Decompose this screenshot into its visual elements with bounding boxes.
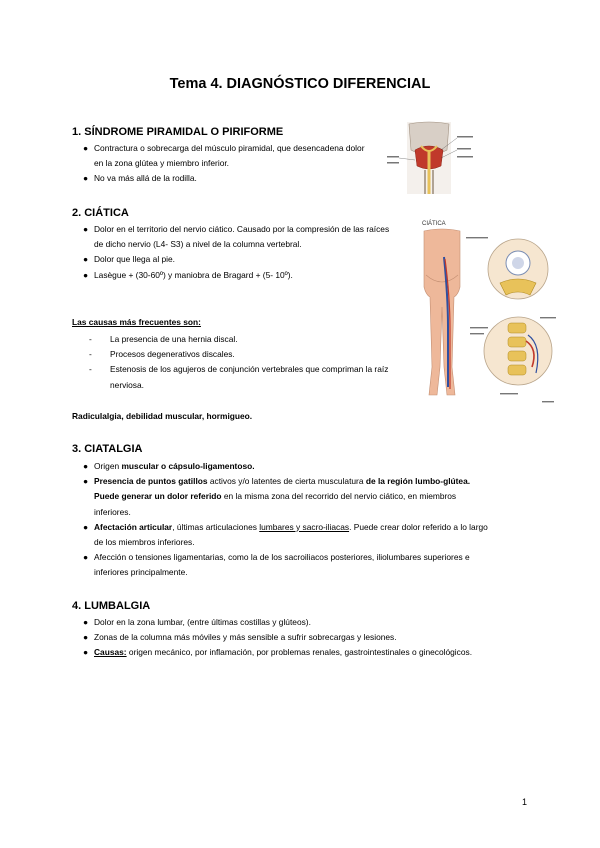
sciatica-figure	[414, 217, 560, 405]
list-item: ● Origen muscular o cápsulo-ligamentoso.	[83, 461, 255, 471]
list-item: ● Lasègue + (30-60º) y maniobra de Bragard + (5- 10º).	[83, 269, 293, 280]
list-item: ● Dolor en el territorio del nervio ciático. Causado por la compresión de las raíces de dicho nervio (L4- S3) a nivel de la columna vertebral.	[83, 224, 390, 250]
section-1-list	[72, 141, 372, 187]
figure-label: CIÁTICA	[422, 221, 446, 227]
list-item: ● Afección o tensiones ligamentarias, como la de los sacroiliacos posteriores, iliolumbares superiores e inferiores principalmente.	[83, 552, 470, 578]
section-3-heading: 3. CIATALGIA	[72, 443, 143, 455]
page-number: 1	[522, 797, 528, 807]
list-item: - Estenosis de los agujeros de conjunción vertebrales que compriman la raíz nerviosa.	[89, 364, 389, 390]
section-4-heading: 4. LUMBALGIA	[72, 600, 151, 612]
symptoms-summary: Radiculalgia, debilidad muscular, hormigueo.	[72, 411, 253, 421]
list-item: ● Causas: origen mecánico, por inflamación, por problemas renales, gastrointestinales o ginecológicos.	[83, 647, 473, 658]
section-3-list	[72, 459, 492, 581]
causes-list	[72, 332, 390, 393]
section-2-list	[72, 222, 390, 283]
list-item: - Procesos degenerativos discales.	[89, 349, 235, 360]
section-4-list	[72, 615, 492, 661]
list-item: ● Dolor en la zona lumbar, (entre últimas costillas y glúteos).	[83, 617, 311, 627]
list-item: ● Zonas de la columna más móviles y más sensible a sufrir sobrecargas y lesiones.	[83, 632, 397, 643]
list-item: ● Presencia de puntos gatillos activos y/o latentes de cierta musculatura de la región lumbo-glútea. Puede generar un dolor referido en la misma zona del recorrido del nervio ciático, en miembros inferiores.	[83, 476, 471, 517]
list-item: ● Afectación articular, últimas articulaciones lumbares y sacro-iliacas. Puede crear dolor referido a lo largo de los miembros inferiores.	[83, 521, 488, 548]
piriformis-figure	[385, 120, 477, 196]
list-item: ● No va más allá de la rodilla.	[83, 173, 197, 184]
section-1-heading: 1. SÍNDROME PIRAMIDAL O PIRIFORME	[72, 126, 284, 138]
causes-title: Las causas más frecuentes son:	[72, 317, 201, 327]
section-2-heading: 2. CIÁTICA	[72, 207, 129, 219]
list-item: - La presencia de una hernia discal.	[89, 334, 238, 344]
list-item: ● Dolor que llega al pie.	[83, 254, 176, 265]
list-item: ● Contractura o sobrecarga del músculo piramidal, que desencadena dolor en la zona glútea y miembro inferior.	[83, 143, 365, 169]
page-title: Tema 4. DIAGNÓSTICO DIFERENCIAL	[169, 76, 431, 92]
